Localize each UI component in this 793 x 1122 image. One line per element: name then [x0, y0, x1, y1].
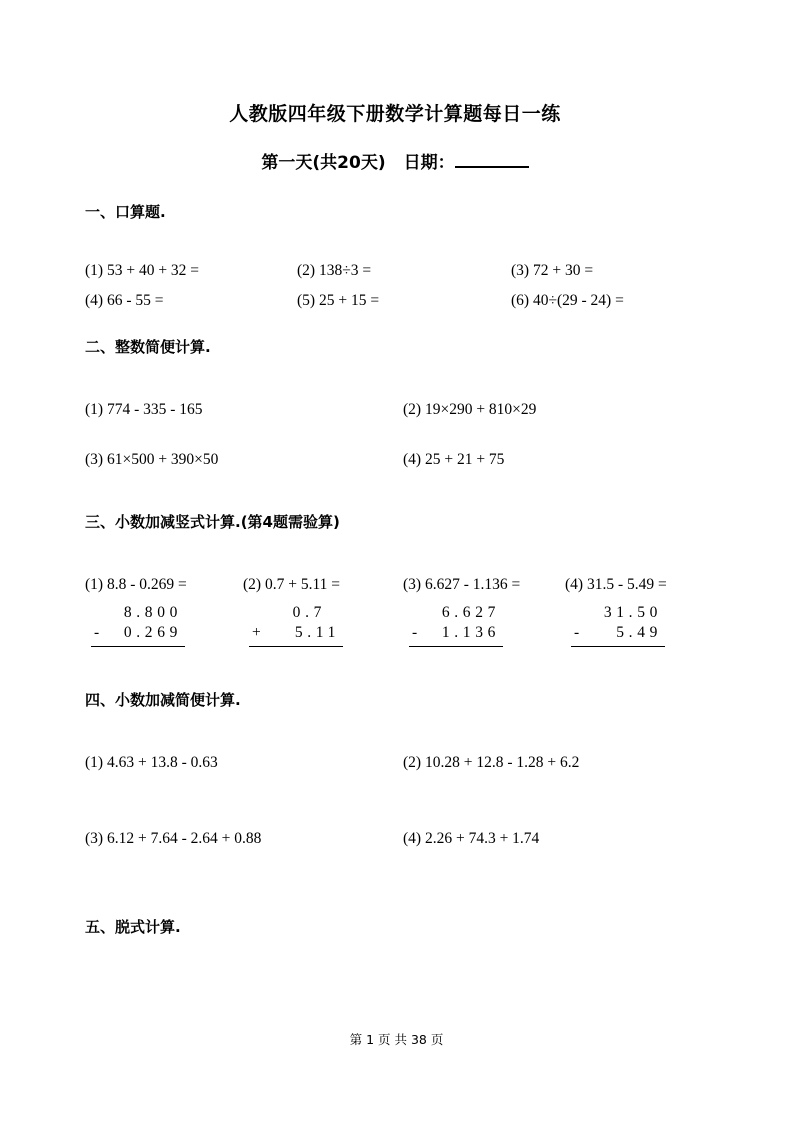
section4-heading: 四、小数加减简便计算. — [85, 690, 241, 709]
vertical-bottom-number: 5.11 — [294, 623, 340, 641]
vertical-calc — [91, 604, 185, 647]
section1-row2 — [85, 292, 705, 310]
vertical-operator: + — [252, 623, 261, 641]
vertical-calc-cell — [565, 604, 665, 647]
problem: (4) 25 + 21 + 75 — [403, 450, 505, 468]
section4-row1 — [85, 754, 705, 772]
section3-problems-row — [85, 576, 705, 594]
vertical-top-number: 0.7 — [292, 603, 326, 621]
problem: (2) 10.28 + 12.8 - 1.28 + 6.2 — [403, 753, 580, 771]
vertical-bottom-number: 5.49 — [616, 623, 662, 641]
section5-heading: 五、脱式计算. — [85, 917, 181, 936]
section2-row1 — [85, 401, 705, 419]
vertical-operator: - — [412, 623, 418, 641]
section3-vertical-row — [85, 604, 705, 647]
vertical-bottom-line — [249, 624, 343, 647]
vertical-calc-cell — [243, 604, 403, 647]
vertical-calc-cell — [85, 604, 243, 647]
section1-row1 — [85, 262, 705, 280]
problem: (3) 6.627 - 1.136 = — [403, 575, 521, 593]
vertical-top-number: 6.627 — [441, 603, 500, 621]
vertical-bottom-line — [571, 624, 665, 647]
vertical-bottom-line — [91, 624, 185, 647]
problem: (1) 8.8 - 0.269 = — [85, 575, 187, 593]
vertical-bottom-number: 1.136 — [441, 623, 500, 641]
section4-row2 — [85, 830, 705, 848]
problem: (2) 138÷3 = — [297, 261, 372, 279]
vertical-top-number: 31.50 — [603, 603, 662, 621]
day-label: 第一天(共20天) — [261, 152, 386, 173]
problem: (5) 25 + 15 = — [297, 291, 380, 309]
section3-heading: 三、小数加减竖式计算.(第4题需验算) — [85, 512, 340, 531]
section1-heading: 一、口算题. — [85, 202, 166, 221]
problem: (1) 774 - 335 - 165 — [85, 400, 203, 418]
page-title: 人教版四年级下册数学计算题每日一练 — [229, 103, 561, 125]
problem: (4) 2.26 + 74.3 + 1.74 — [403, 829, 540, 847]
section2-row2 — [85, 451, 705, 469]
vertical-calc — [571, 604, 665, 647]
problem: (1) 4.63 + 13.8 - 0.63 — [85, 753, 218, 771]
vertical-operator: - — [94, 623, 100, 641]
vertical-bottom-number: 0.269 — [123, 623, 182, 641]
problem: (2) 0.7 + 5.11 = — [243, 575, 340, 593]
problem: (4) 31.5 - 5.49 = — [565, 575, 667, 593]
problem: (4) 66 - 55 = — [85, 291, 164, 309]
problem: (3) 6.12 + 7.64 - 2.64 + 0.88 — [85, 829, 262, 847]
vertical-bottom-line — [409, 624, 503, 647]
problem: (2) 19×290 + 810×29 — [403, 400, 537, 418]
problem: (3) 61×500 + 390×50 — [85, 450, 219, 468]
vertical-top-number: 8.800 — [123, 603, 182, 621]
problem: (1) 53 + 40 + 32 = — [85, 261, 200, 279]
day-date-line — [85, 148, 705, 173]
problem: (6) 40÷(29 - 24) = — [511, 291, 624, 309]
vertical-calc-cell — [403, 604, 565, 647]
vertical-calc — [249, 604, 343, 647]
section2-heading: 二、整数简便计算. — [85, 337, 211, 356]
date-blank-line — [455, 151, 529, 168]
date-label: 日期： — [403, 152, 455, 173]
problem: (3) 72 + 30 = — [511, 261, 594, 279]
vertical-calc — [409, 604, 503, 647]
page-number-footer: 第 1 页 共 38 页 — [349, 1032, 444, 1047]
vertical-operator: - — [574, 623, 580, 641]
